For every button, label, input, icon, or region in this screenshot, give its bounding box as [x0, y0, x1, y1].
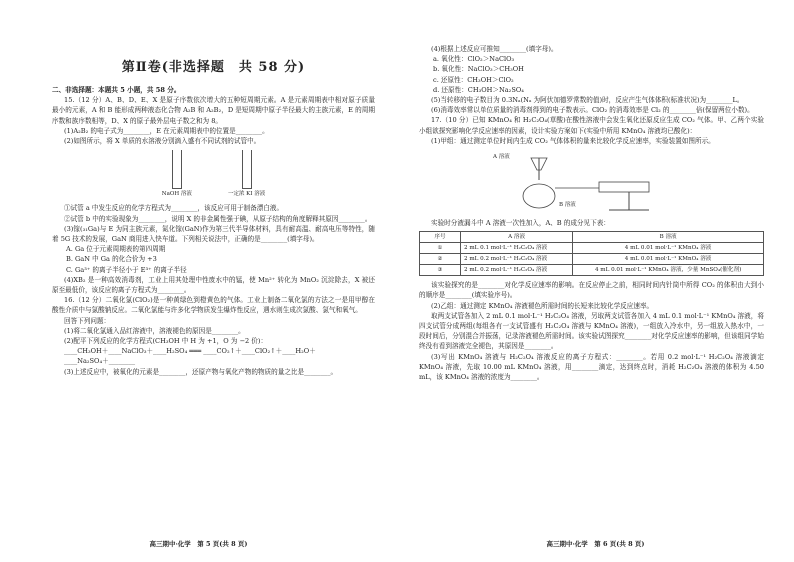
q15-s1: (1)A₂B₂ 的电子式为________，E 在元素周期表中的位置是________。 — [64, 126, 269, 135]
apparatus-label-b: B 溶液 — [559, 202, 576, 209]
q16-option-c: c. 还原性：CH₃OH＞ClO₂ — [433, 75, 514, 84]
table-row — [420, 265, 764, 276]
q15-s4: (4)XB₂ 是一种高效消毒剂，工业上用其处理中性废水中的锰，使 Mn²⁺ 转化为 MnO₂ 沉淀除去，X 被还原至最低价，该反应的离子方程式为________。 — [52, 275, 375, 295]
q16-stem: 16.（12 分）二氧化氯(ClO₂)是一种黄绿色到橙黄色的气体。工业上制备二氧化氯的方法之一是用甲醇在酸性介质中与氯酸钠反应。二氧化氯能与许多化学物质发生爆炸性反应，遇水则生成次氯酸、氯气和氧气。 — [52, 296, 375, 315]
q16-s6: (6)消毒效率常以单位质量的消毒剂得到的电子数表示。ClO₂ 的消毒效率是 Cl₂ 的________倍(保留两位小数)。 — [431, 106, 754, 115]
q17-stem: 17.（10 分）已知 KMnO₄ 和 H₂C₂O₄(草酸)在酸性溶液中会发生氧化还原反应生成 CO₂ 气体。甲、乙两个实验小组欲探究影响化学反应速率的因素，设计实验方案如下(实验中所用 KMnO₄ 溶液均已酸化)： — [419, 116, 764, 135]
table-header: B 溶液 — [573, 232, 764, 243]
q16-s2: (2)配平下列反应的化学方程式(CH₃OH 中 H 为 +1，O 为 −2 价)： — [64, 337, 268, 346]
q16-s1: (1)将二氧化氯通入品红溶液中，溶液褪色的原因是________。 — [64, 326, 245, 335]
q15-option-c: C. Ga³⁺ 的离子半径小于 E³⁺ 的离子半径 — [66, 265, 187, 274]
q16-equation-line1: ____CH₃OH＋____NaClO₃＋____H₂SO₄ ═══ ____CO₂↑＋____ClO₂↑＋____H₂O＋ — [64, 347, 316, 356]
table-cell: ① — [420, 243, 461, 254]
table-row — [420, 243, 764, 254]
tube-b — [242, 150, 252, 189]
table-row — [420, 254, 764, 265]
q17-s3: (3)写出 KMnO₄ 溶液与 H₂C₂O₄ 溶液反应的离子方程式：________。若用 0.2 mol·L⁻¹ H₂C₂O₄ 溶液滴定 KMnO₄ 溶液，先取 10.00 mL KMnO₄ 溶液，用________滴定，达到终点时，消耗 H₂C₂O₄ 溶液的体积为 4.50 mL，该 KMnO₄ 溶液的浓度为________。 — [419, 352, 764, 382]
table-cell: ② — [420, 254, 461, 265]
q15-stem: 15.（12 分）A、B、D、E、X 是原子序数依次增大的五种短周期元素。A 是元素周期表中相对原子质量最小的元素，A 和 B 能形成两种液态化合物 A₂B 和 A₂B₂，D 是短周期中原子半径最大的主族元素，E 的周期序数和族序数相等，D、X 的原子最外层电子数之和为 8。 — [52, 96, 375, 125]
table-header: 序号 — [420, 232, 461, 243]
q17-s2a: 取两支试管各加入 2 mL 0.1 mol·L⁻¹ H₂C₂O₄ 溶液，另取两支试管各加入 4 mL 0.1 mol·L⁻¹ KMnO₄ 溶液，将四支试管分成两组(每组各有一支试管盛有 H₂C₂O₄ 溶液与 KMnO₄ 溶液)，一组放入冷水中，另一组放入热水中，一段时间后，分别混合并振荡，记录溶液褪色所需时间。该实验试图探究________对化学反应速率的影响，但该组同学始终没有看到溶液完全褪色，其原因是________。 — [419, 311, 764, 351]
tube-b-label: 一定浓 KI 溶液 — [227, 191, 266, 198]
q15-s2i: ①试管 a 中发生反应的化学方程式为________，该反应可用于制备漂白液。 — [64, 204, 284, 213]
q16-answer-prompt: 回答下列问题： — [64, 316, 111, 325]
table-cell: 4 mL 0.01 mol·L⁻¹ KMnO₄ 溶液 — [573, 243, 764, 254]
q16-s4: (4)根据上述反应可推知________(填字母)。 — [431, 45, 558, 53]
table-cell: ③ — [420, 265, 461, 276]
apparatus-label-a: A 溶液 — [493, 154, 510, 161]
table-header: A 溶液 — [461, 232, 573, 243]
left-footer: 高三期中·化学 第 5 页(共 8 页) — [149, 540, 248, 548]
q15-option-b: B. GaN 中 Ga 的化合价为 +3 — [66, 255, 157, 264]
q15-s3: (3)镓(₃₁Ga)与 E 为同主族元素，氮化镓(GaN)作为第三代半导体材料，具有耐高温、耐高电压等特性，随着 5G 技术的发展，GaN 商用进入快车道。下列相关说法中，正确的是________(填字母)。 — [52, 224, 375, 244]
q15-option-a: A. Ga 位于元素周期表的第四周期 — [66, 245, 166, 254]
q16-s3: (3)上述反应中，被氧化的元素是________，还原产物与氧化产物的物质的量之比是________。 — [64, 367, 338, 376]
q16-equation-line2: ____Na₂SO₄＋________ — [64, 357, 136, 366]
q16-option-d: d. 还原性：CH₃OH＞Na₂SO₄ — [433, 85, 524, 94]
table-cell: 2 mL 0.2 mol·L⁻¹ H₂C₂O₄ 溶液 — [461, 265, 573, 276]
table-cell: 2 mL 0.1 mol·L⁻¹ H₂C₂O₄ 溶液 — [461, 243, 573, 254]
table-header-row — [420, 232, 764, 243]
section-title: 第Ⅱ卷(非选择题 共 58 分) — [121, 60, 306, 75]
q17-s1a: 该实验探究的是________对化学反应速率的影响。在反应停止之前，相同时间内针筒中所得 CO₂ 的体积由大到小的顺序是________(填实验序号)。 — [419, 281, 764, 300]
right-page — [397, 0, 794, 562]
q15-s2: (2)如图所示，将 X 单质的水溶液分别滴入盛有不同试剂的试管中。 — [64, 137, 261, 146]
q16-option-b: b. 氧化性：NaClO₃＞CH₃OH — [433, 65, 524, 74]
right-footer: 高三期中·化学 第 6 页(共 8 页) — [546, 540, 645, 548]
q16-s5: (5)当转移的电子数目为 0.3Nₐ(Nₐ 为阿伏加德罗常数的值)时，反应产生气体体积(标准状况)为________L。 — [431, 96, 744, 105]
q17-s2: (2)乙组：通过测定 KMnO₄ 溶液褪色所需时间的长短来比较化学反应速率。 — [431, 301, 654, 310]
tube-a — [172, 150, 182, 189]
table-cell: 4 mL 0.01 mol·L⁻¹ KMnO₄ 溶液 — [573, 254, 764, 265]
reagent-table — [419, 231, 764, 276]
q17-s1: (1)甲组：通过测定单位时间内生成 CO₂ 气体体积的量来比较化学反应速率，实验装置如图所示。 — [431, 136, 715, 145]
table-cell: 4 mL 0.01 mol·L⁻¹ KMnO₄ 溶液，少量 MnSO₄(催化剂) — [573, 265, 764, 276]
section-heading: 二、非选择题：本题共 5 小题，共 58 分。 — [52, 86, 181, 94]
q17-table-intro: 实验时分液漏斗中 A 溶液一次性加入，A、B 的成分见下表： — [431, 219, 610, 228]
q16-option-a: a. 氧化性：ClO₂＞NaClO₃ — [433, 55, 515, 64]
tube-a-label: NaOH 溶液 — [161, 191, 192, 198]
apparatus-figure — [479, 150, 679, 214]
test-tube-figure — [52, 150, 375, 199]
q15-s2ii: ②试管 b 中的实验现象为________，说明 X 的非金属性强于碘，从原子结构的角度解释其原因________。 — [64, 214, 372, 223]
table-cell: 2 mL 0.2 mol·L⁻¹ H₂C₂O₄ 溶液 — [461, 254, 573, 265]
